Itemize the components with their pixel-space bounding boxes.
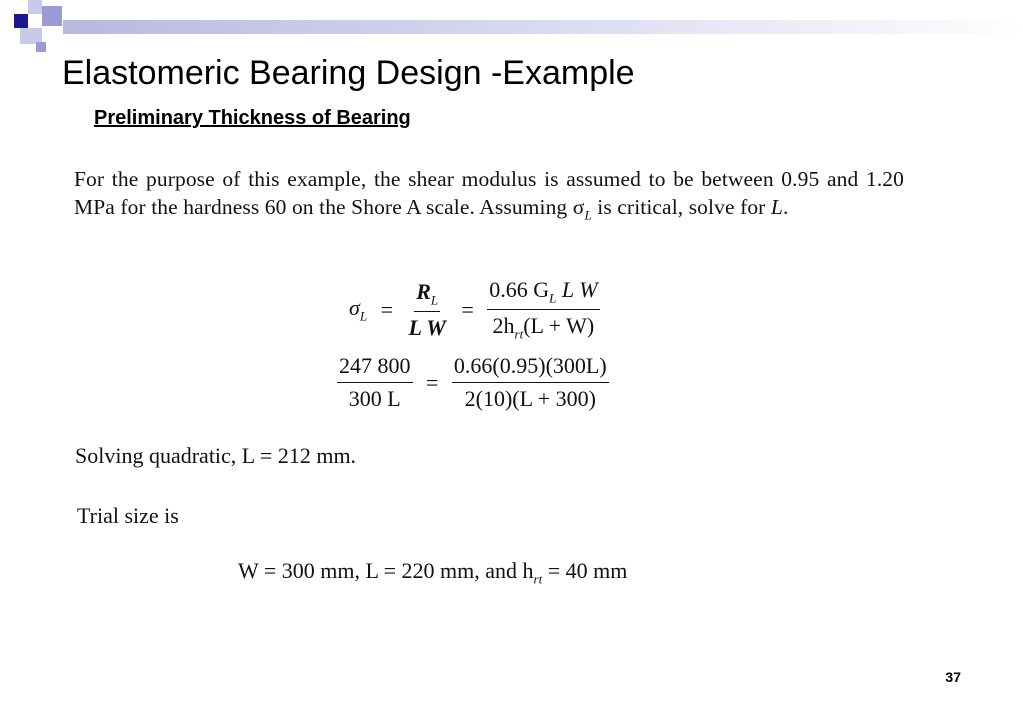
eq2-f2-den: 2(10)(L + 300) xyxy=(464,386,596,411)
intro-paragraph xyxy=(74,165,904,229)
trial-size-a: W = 300 mm, L = 220 mm, and h xyxy=(238,558,534,583)
eq1-fraction-1 xyxy=(407,279,448,341)
equation-stress xyxy=(345,277,604,343)
intro-end: . xyxy=(782,195,789,219)
eq1-f1-num-sub: L xyxy=(430,292,439,308)
slide-title: Elastomeric Bearing Design -Example xyxy=(62,54,635,92)
trial-size-values xyxy=(238,558,627,587)
eq1-f2-num-b: L W xyxy=(556,277,598,302)
intro-text-1: For the purpose of this example, the shear modulus is assumed to be between 0.95 and 1.20 MPa for the hardness 60 on the Shore A scale. Assuming σ xyxy=(74,167,904,219)
intro-text-2: is critical, solve for xyxy=(591,195,771,219)
intro-sub: L xyxy=(584,207,592,223)
decor-square-lavender xyxy=(42,6,62,26)
trial-size-b: = 40 mm xyxy=(542,558,628,583)
solving-quadratic-text: Solving quadratic, L = 212 mm. xyxy=(75,443,357,468)
eq1-sigma: σ xyxy=(349,295,360,321)
decor-square-navy xyxy=(14,14,28,28)
eq1-f1-den: L W xyxy=(408,315,446,341)
eq1-f2-den-sub: rt xyxy=(514,326,524,342)
intro-var: L xyxy=(770,195,783,219)
slide-subtitle: Preliminary Thickness of Bearing xyxy=(94,107,411,129)
eq1-fraction-2 xyxy=(487,277,599,343)
header-gradient-band xyxy=(63,20,1023,34)
eq1-f2-den-b: (L + W) xyxy=(523,313,595,339)
eq1-sigma-sub: L xyxy=(359,308,368,324)
eq2-f1-den: 300 L xyxy=(348,386,401,411)
eq1-f1-num: R xyxy=(416,278,431,304)
eq2-f1-num: 247 800 xyxy=(337,353,413,383)
eq1-f2-den-a: 2h xyxy=(492,313,515,339)
eq1-f2-num-sub: L xyxy=(549,290,557,306)
trial-size-label: Trial size is xyxy=(77,503,179,528)
eq2-fraction-1 xyxy=(337,353,413,412)
eq1-f2-num-a: 0.66 G xyxy=(489,277,550,302)
eq2-f2-num: 0.66(0.95)(300L) xyxy=(452,353,609,383)
eq1-equals-1: = xyxy=(380,296,394,322)
trial-size-sub: rt xyxy=(533,571,543,587)
equation-substitution xyxy=(333,353,613,412)
eq1-equals-2: = xyxy=(461,296,474,322)
decor-square-lavender-2 xyxy=(36,42,46,52)
eq2-equals: = xyxy=(426,369,439,395)
decor-square-pale xyxy=(28,0,42,14)
eq2-fraction-2 xyxy=(452,353,609,412)
page-number: 37 xyxy=(945,669,961,685)
